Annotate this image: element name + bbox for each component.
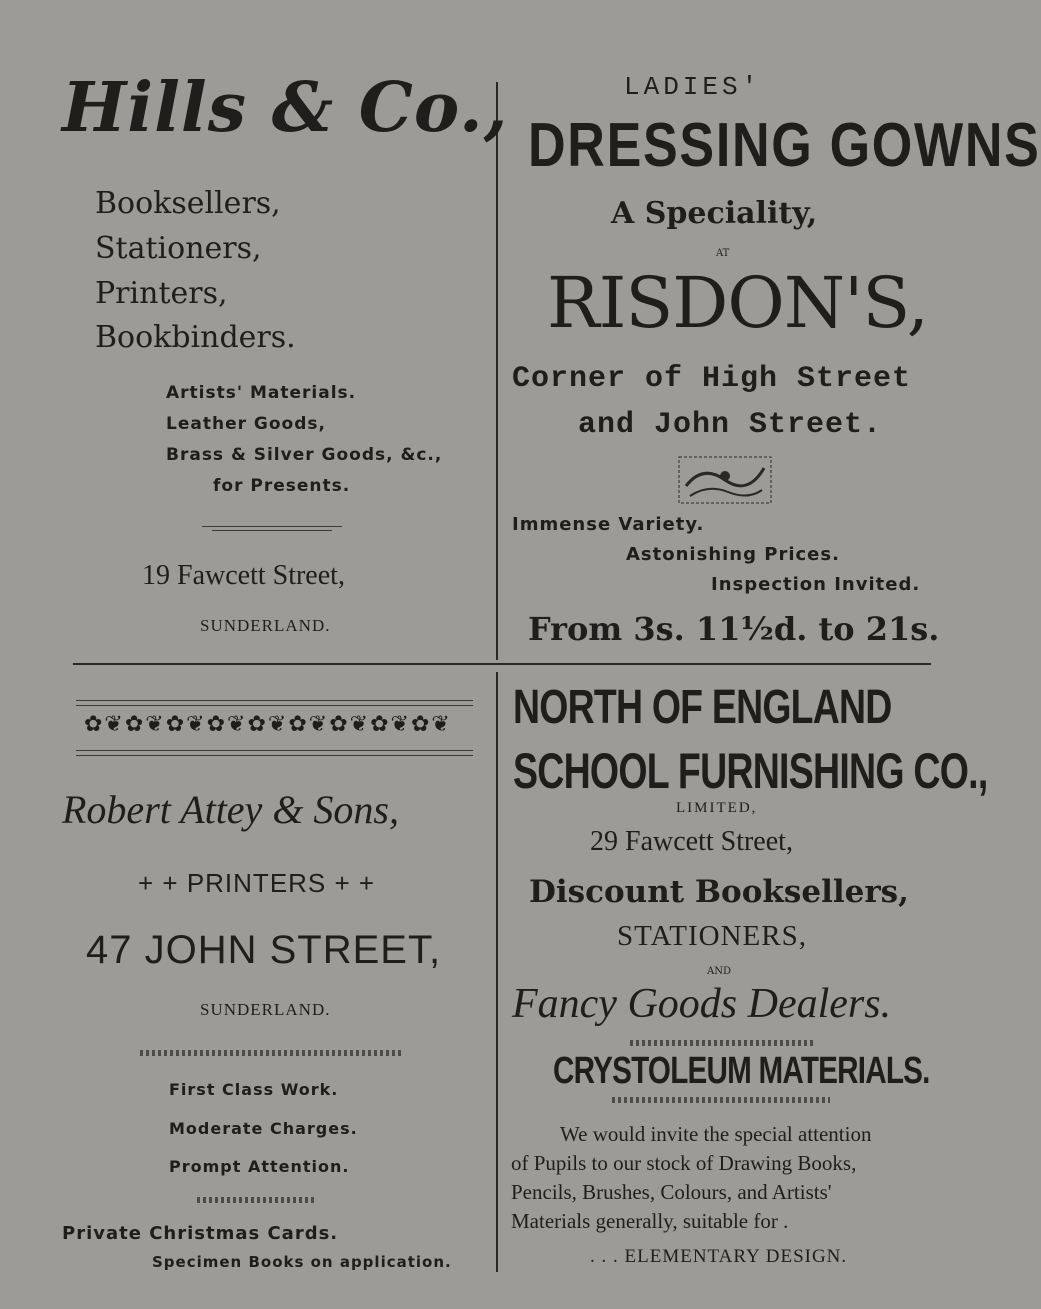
attey-border-top-2 xyxy=(76,705,473,706)
attey-border-top xyxy=(76,700,473,701)
hills-goods-2: Leather Goods, xyxy=(166,414,326,434)
risdon-speciality: A Speciality, xyxy=(611,196,818,231)
attey-floral-border: ✿❦✿❦✿❦✿❦✿❦✿❦✿❦✿❦✿❦ xyxy=(84,712,452,737)
north-line-1: NORTH OF ENGLAND xyxy=(513,681,892,734)
attey-specimen: Specimen Books on application. xyxy=(152,1253,452,1271)
attey-point-3: Prompt Attention. xyxy=(169,1157,350,1176)
hills-goods-3: Brass & Silver Goods, &c., xyxy=(166,445,443,465)
attey-printers: + + PRINTERS + + xyxy=(138,868,376,898)
vertical-divider-top xyxy=(496,82,498,660)
hills-divider-2 xyxy=(212,530,332,531)
hills-trade-2: Stationers, xyxy=(95,231,262,266)
risdon-at: AT xyxy=(716,248,730,259)
hills-goods-4: for Presents. xyxy=(213,476,351,496)
attey-border-bottom xyxy=(76,750,473,751)
risdon-corner-2: and John Street. xyxy=(578,408,883,442)
hills-town: SUNDERLAND. xyxy=(200,616,331,635)
north-fancy: Fancy Goods Dealers. xyxy=(512,981,892,1027)
attey-point-1: First Class Work. xyxy=(169,1080,339,1099)
risdon-corner-1: Corner of High Street xyxy=(512,362,912,396)
hills-goods-1: Artists' Materials. xyxy=(166,383,357,403)
north-stationers: STATIONERS, xyxy=(617,920,807,952)
attey-name: Robert Attey & Sons, xyxy=(62,787,399,832)
vertical-divider-bottom xyxy=(496,672,498,1272)
hills-address: 19 Fawcett Street, xyxy=(142,560,345,591)
north-discount: Discount Booksellers, xyxy=(529,874,909,910)
attey-street: 47 JOHN STREET, xyxy=(86,928,442,972)
north-para-3: Pencils, Brushes, Colours, and Artists' xyxy=(511,1180,832,1204)
north-para-4: Materials generally, suitable for . xyxy=(511,1209,789,1233)
attey-wave-divider-2 xyxy=(197,1197,315,1203)
north-line-2: SCHOOL FURNISHING CO., xyxy=(513,743,988,799)
hills-divider xyxy=(202,526,342,527)
north-and: AND xyxy=(707,966,731,977)
hills-trade-3: Printers, xyxy=(95,276,228,311)
risdon-prices: Astonishing Prices. xyxy=(626,544,840,565)
attey-wave-divider xyxy=(140,1050,402,1056)
hills-name: Hills & Co., xyxy=(62,68,509,148)
ornament-icon xyxy=(678,456,772,504)
north-limited: LIMITED, xyxy=(676,800,758,816)
risdon-ladies: LADIES' xyxy=(624,72,762,102)
risdon-variety: Immense Variety. xyxy=(512,514,705,535)
north-crystoleum: CRYSTOLEUM MATERIALS. xyxy=(553,1050,930,1092)
risdon-price-range: From 3s. 11½d. to 21s. xyxy=(528,610,940,648)
risdon-name: RISDON'S, xyxy=(547,262,929,344)
north-wave-divider xyxy=(630,1040,815,1046)
north-wave-divider-2 xyxy=(612,1097,830,1103)
hills-trade-1: Booksellers, xyxy=(95,186,281,221)
attey-border-bottom-2 xyxy=(76,755,473,756)
risdon-inspection: Inspection Invited. xyxy=(711,574,921,595)
attey-cards: Private Christmas Cards. xyxy=(62,1223,339,1244)
horizontal-divider xyxy=(73,663,931,665)
risdon-gowns: DRESSING GOWNS xyxy=(528,111,1041,180)
north-para-2: of Pupils to our stock of Drawing Books, xyxy=(511,1151,857,1175)
north-address: 29 Fawcett Street, xyxy=(590,826,793,857)
north-para-1: We would invite the special attention xyxy=(560,1122,872,1146)
attey-point-2: Moderate Charges. xyxy=(169,1119,358,1138)
attey-town: SUNDERLAND. xyxy=(200,1000,331,1019)
north-design: . . . ELEMENTARY DESIGN. xyxy=(590,1246,848,1267)
hills-trade-4: Bookbinders. xyxy=(95,320,296,355)
